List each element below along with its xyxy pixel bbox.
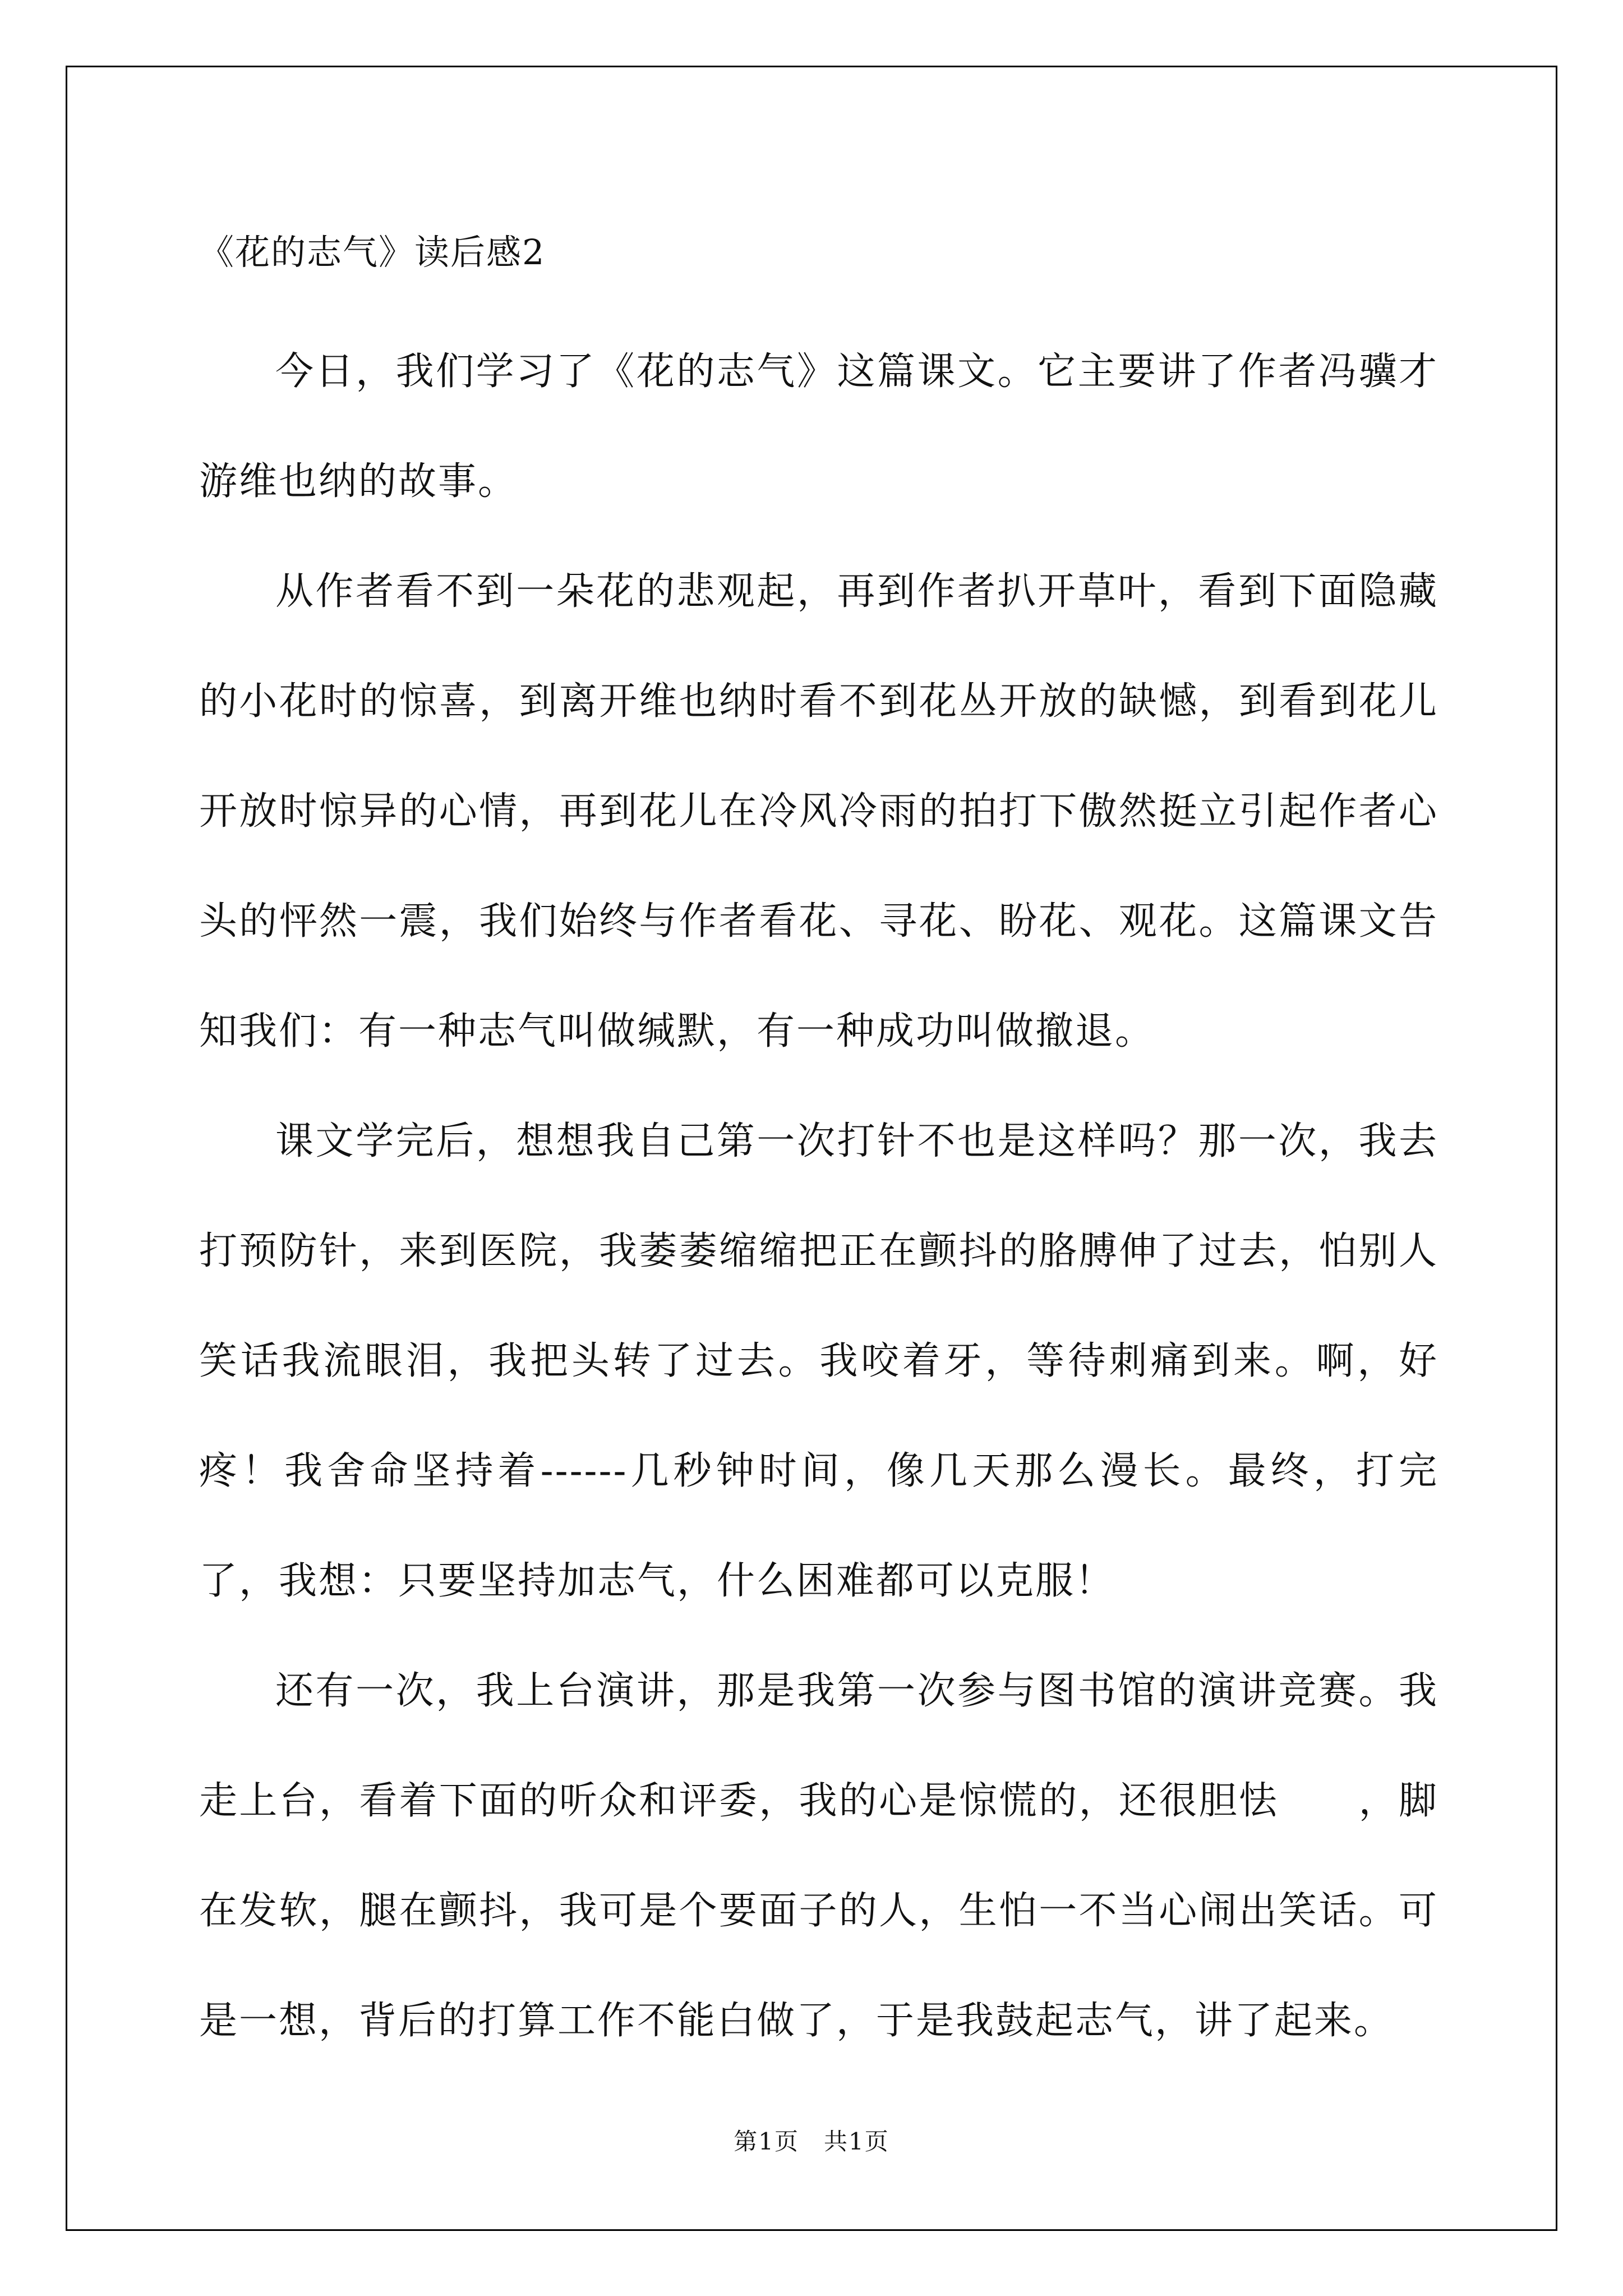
paragraph-3: 课文学完后，想想我自己第一次打针不也是这样吗？那一次，我去打预防针，来到医院，我萎萎缩缩把正在颤抖的胳膊伸了过去，怕别人笑话我流眼泪，我把头转了过去。我咬着牙，等待刺痛到来。啊，好疼！我舍命坚持着------几秒钟时间，像几天那么漫长。最终，打完了，我想：只要坚持加志气，什么困难都可以克服！ [199,1119,1438,1603]
document-body [199,216,1438,2076]
paragraph-1: 今日，我们学习了《花的志气》这篇课文。它主要讲了作者冯骥才游维也纳的故事。 [199,349,1438,504]
paragraph-2: 从作者看不到一朵花的悲观起，再到作者扒开草叶，看到下面隐藏的小花时的惊喜，到离开维也纳时看不到花丛开放的缺憾，到看到花儿开放时惊异的心情，再到花儿在冷风冷雨的拍打下傲然挺立引起作者心头的怦然一震，我们始终与作者看花、寻花、盼花、观花。这篇课文告知我们：有一种志气叫做缄默，有一种成功叫做撤退。 [199,569,1438,1053]
document-title: 《花的志气》读后感2 [199,232,546,273]
page-footer: 第1页 共1页 [734,2128,889,2155]
paragraph-4: 还有一次，我上台演讲，那是我第一次参与图书馆的演讲竞赛。我走上台，看着下面的听众和评委，我的心是惊慌的，还很胆怯 ，脚在发软，腿在颤抖，我可是个要面子的人，生怕一不当心闹出笑话。可是一想，背后的打算工作不能白做了，于是我鼓起志气，讲了起来。 [199,1669,1438,2043]
